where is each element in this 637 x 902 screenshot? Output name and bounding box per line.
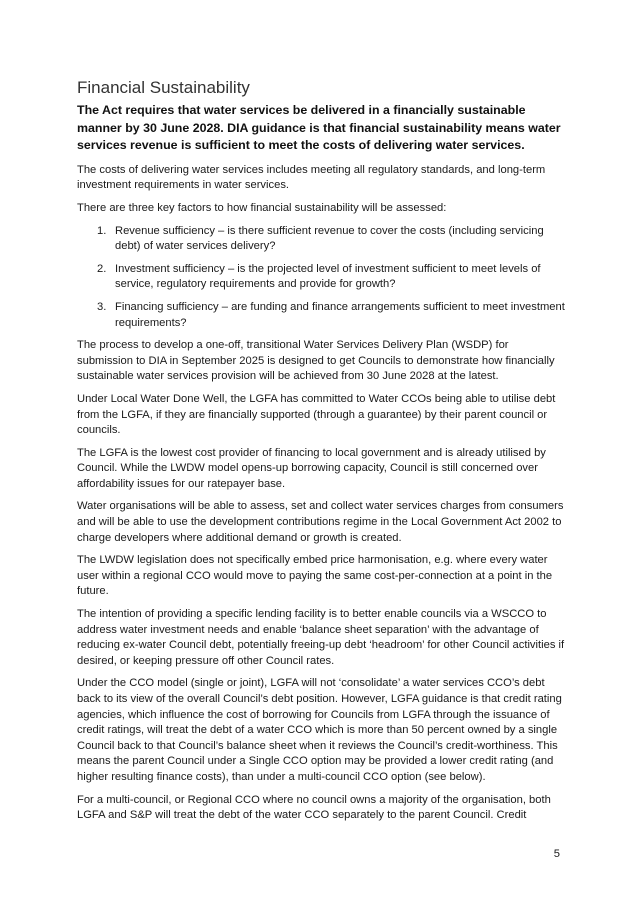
list-item-text: Revenue sufficiency – is there sufficient revenue to cover the costs (including servicing debt) of water services delivery?	[115, 224, 544, 253]
lead-paragraph: The Act requires that water services be delivered in a financially sustainable manner by 30 June 2028. DIA guidance is that financial sustainability means water services revenue is sufficient to meet the costs of delivering water services.	[77, 103, 561, 153]
paragraph-lgfa-cost: The LGFA is the lowest cost provider of financing to local government and is already utilised by Council. While the LWDW model opens-up borrowing capacity, Council is still concerned over affordability issues for our ratepayer base.	[77, 446, 546, 490]
list-item	[77, 224, 567, 255]
section-heading: Financial Sustainability	[77, 78, 250, 97]
list-item-number: 2.	[97, 262, 107, 275]
paragraph-cco-model: Under the CCO model (single or joint), LGFA will not ‘consolidate’ a water services CCO’s debt back to its view of the overall Council’s debt position. However, LGFA guidance is that credit rating agencies, which influence the cost of borrowing for Councils from LGFA through the issuance of credit ratings, will treat the debt of a water CCO which is more than 50 percent owned by a single Council back to that Council’s balance sheet when it reviews the Council’s credit-worthiness. This means the parent Council under a Single CCO option may be provided a lower credit rating (and higher resulting finance costs), than under a multi-council CCO option (see below).	[77, 677, 562, 783]
list-item-number: 3.	[97, 300, 107, 313]
page-number: 5	[553, 848, 560, 860]
paragraph-lending-facility: The intention of providing a specific lending facility is to better enable councils via a WSCCO to address water investment needs and enable ‘balance sheet separation’ with the advantage of reducing ex-water Council debt, potentially freeing-up debt ‘headroom’ for other Council activities if desired, or keeping pressure off other Council rates.	[77, 608, 565, 667]
paragraph-price-harmonisation: The LWDW legislation does not specifically embed price harmonisation, e.g. where every water user within a regional CCO would move to paying the same cost-per-connection at a point in the future.	[77, 554, 553, 598]
paragraph-lwdw-lgfa: Under Local Water Done Well, the LGFA has committed to Water CCOs being able to utilise debt from the LGFA, if they are financially supported (through a guarantee) by their parent council or councils.	[77, 392, 556, 437]
list-item-number: 1.	[97, 224, 107, 237]
paragraph-multi-council: For a multi-council, or Regional CCO where no council owns a majority of the organisation, both LGFA and S&P will treat the debt of the water CCO separately to the parent Council. Credit	[77, 793, 551, 822]
paragraph-water-charges: Water organisations will be able to assess, set and collect water services charges from consumers and will be able to use the development contributions regime in the Local Government Act 2002 to charge developers where additional demand or growth is created.	[77, 500, 564, 544]
paragraph-costs: The costs of delivering water services includes meeting all regulatory standards, and long-term investment requirements in water services.	[77, 163, 546, 192]
list-item	[77, 300, 567, 331]
list-item-text: Investment sufficiency – is the projected level of investment sufficient to meet levels of service, regulatory requirements and provide for growth?	[115, 262, 541, 291]
list-item-text: Financing sufficiency – are funding and finance arrangements sufficient to meet investment requirements?	[115, 300, 565, 329]
paragraph-factors-intro: There are three key factors to how financial sustainability will be assessed:	[77, 201, 447, 214]
document-page	[77, 78, 567, 831]
factors-list	[77, 224, 567, 332]
list-item	[77, 262, 567, 293]
paragraph-wsdp: The process to develop a one-off, transitional Water Services Delivery Plan (WSDP) for submission to DIA in September 2025 is designed to get Councils to demonstrate how financially sustainable water services provision will be achieved from 30 June 2028 at the latest.	[77, 339, 555, 383]
